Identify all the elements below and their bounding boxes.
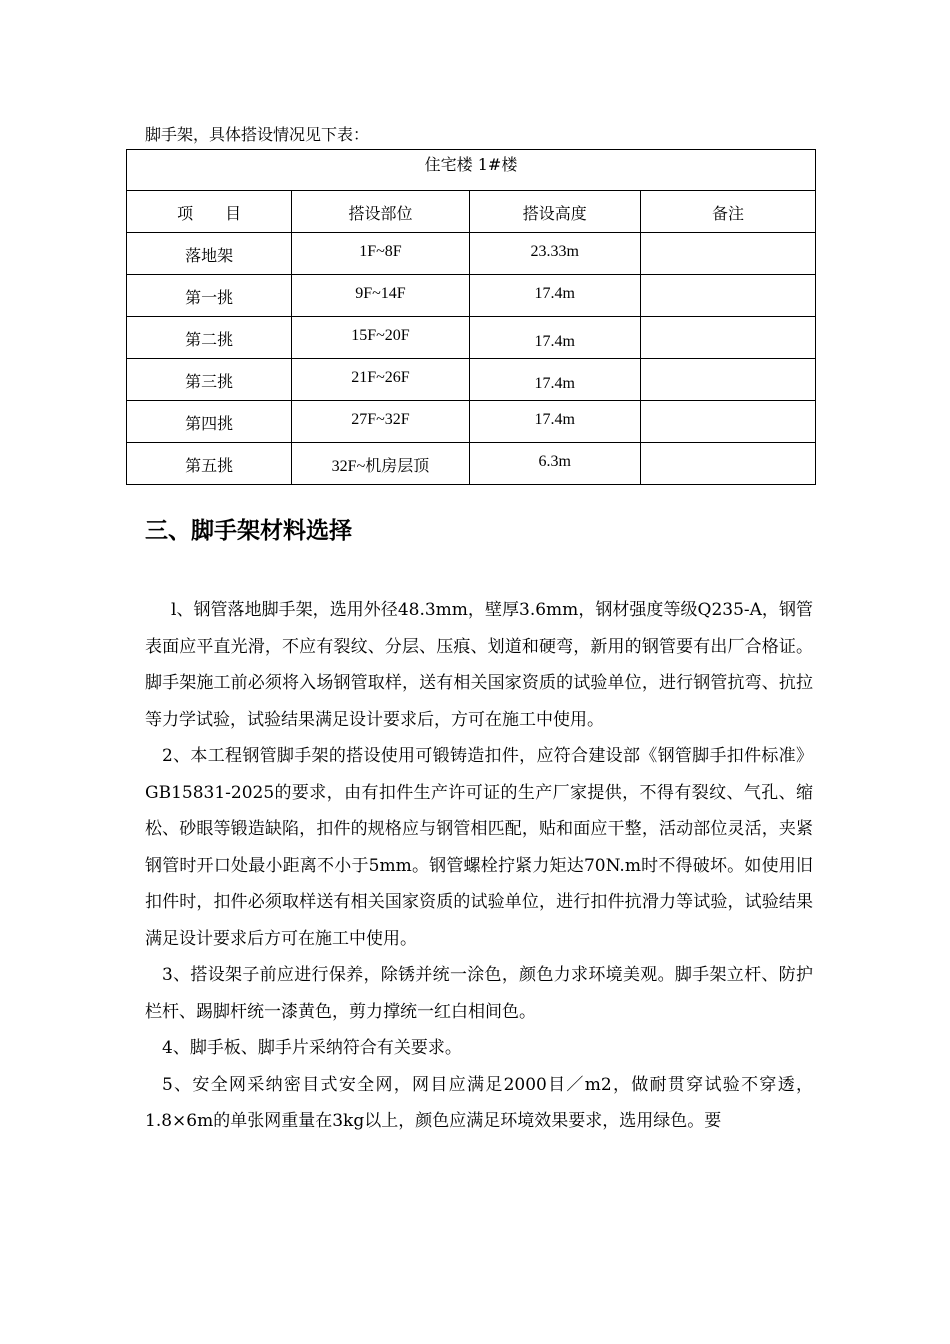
- header-height: 搭设高度: [522, 204, 587, 223]
- intro-text: 脚手架，具体搭设情况见下表：: [145, 125, 370, 144]
- row-height: [469, 401, 640, 443]
- cell-text: 1F~8F: [359, 243, 402, 260]
- cell-text: 第二挑: [185, 330, 234, 349]
- cell-text: [641, 401, 815, 411]
- cell-text: 第四挑: [185, 414, 234, 433]
- row-height: [469, 233, 640, 275]
- cell-text: 落地架: [185, 246, 234, 265]
- row-item: [127, 359, 292, 401]
- paragraph-5: 5、安全网采纳密目式安全网，网目应满足2000目／m2，做耐贯穿试验不穿透，1.8×6m的单张网重量在3kg以上，颜色应满足环境效果要求，选用绿色。要: [145, 1074, 813, 1131]
- cell-text: 23.33m: [530, 243, 579, 260]
- row-remark: [640, 317, 815, 359]
- cell-text: [641, 233, 815, 243]
- table-row: [127, 443, 816, 485]
- row-remark: [640, 401, 815, 443]
- body-text: [145, 592, 813, 1140]
- scaffold-table: [126, 149, 816, 485]
- row-remark: [640, 233, 815, 275]
- row-item: [127, 443, 292, 485]
- row-height: [469, 443, 640, 485]
- row-item: [127, 233, 292, 275]
- cell-text: 第一挑: [185, 288, 234, 307]
- table-title-text: 住宅楼 1#楼: [424, 155, 518, 174]
- row-location: [292, 443, 469, 485]
- row-height: [469, 317, 640, 359]
- row-location: [292, 317, 469, 359]
- header-remark: 备注: [711, 204, 744, 223]
- cell-text: [641, 359, 815, 369]
- row-remark: [640, 443, 815, 485]
- cell-text: 17.4m: [534, 375, 575, 392]
- row-height: [469, 275, 640, 317]
- row-location: [292, 233, 469, 275]
- cell-text: 第三挑: [185, 372, 234, 391]
- cell-text: 17.4m: [534, 333, 575, 350]
- row-remark: [640, 359, 815, 401]
- table-row: [127, 233, 816, 275]
- cell-text: [641, 317, 815, 327]
- table-title-row: [127, 150, 816, 191]
- header-location: 搭设部位: [348, 204, 413, 223]
- table-header-row: [127, 191, 816, 233]
- cell-text: 17.4m: [534, 411, 575, 428]
- paragraph-3: 3、搭设架子前应进行保养，除锈并统一涂色，颜色力求环境美观。脚手架立杆、防护栏杆、踢脚杆统一漆黄色，剪力撑统一红白相间色。: [145, 965, 813, 1022]
- row-location: [292, 275, 469, 317]
- cell-text: 32F~机房层顶: [331, 458, 430, 475]
- table-row: [127, 359, 816, 401]
- row-item: [127, 401, 292, 443]
- paragraph-2: 2、本工程钢管脚手架的搭设使用可锻铸造扣件，应符合建设部《钢管脚手扣件标准》GB15831-2025的要求，由有扣件生产许可证的生产厂家提供，不得有裂纹、气孔、缩松、砂眼等锻造缺陷，扣件的规格应与钢管相匹配，贴和面应干整，活动部位灵活，夹紧钢管时开口处最小距离不小于5mm。钢管螺栓拧紧力矩达70N.m时不得破坏。如使用旧扣件时，扣件必须取样送有相关国家资质的试验单位，进行扣件抗滑力等试验，试验结果满足设计要求后方可在施工中使用。: [145, 746, 813, 949]
- cell-text: 9F~14F: [355, 285, 406, 302]
- table-row: [127, 275, 816, 317]
- cell-text: [641, 275, 815, 285]
- row-location: [292, 401, 469, 443]
- row-remark: [640, 275, 815, 317]
- row-location: [292, 359, 469, 401]
- cell-text: 17.4m: [534, 285, 575, 302]
- table-row: [127, 317, 816, 359]
- row-item: [127, 317, 292, 359]
- header-item: 项 目: [177, 204, 242, 223]
- cell-text: 21F~26F: [351, 369, 410, 386]
- header-cell: [127, 191, 292, 233]
- section-heading: 三、脚手架材料选择: [145, 518, 352, 544]
- header-cell: [292, 191, 469, 233]
- header-cell: [640, 191, 815, 233]
- row-item: [127, 275, 292, 317]
- table-row: [127, 401, 816, 443]
- header-cell: [469, 191, 640, 233]
- cell-text: 15F~20F: [351, 327, 410, 344]
- cell-text: 27F~32F: [351, 411, 410, 428]
- cell-text: [641, 443, 815, 453]
- cell-text: 6.3m: [538, 453, 571, 470]
- table-title: [127, 150, 816, 191]
- paragraph-1: l、钢管落地脚手架，选用外径48.3mm，壁厚3.6mm，钢材强度等级Q235-A，钢管表面应平直光滑，不应有裂纹、分层、压痕、划道和硬弯，新用的钢管要有出厂合格证。脚手架施工前必须将入场钢管取样，送有相关国家资质的试验单位，进行钢管抗弯、抗拉等力学试验，试验结果满足设计要求后，方可在施工中使用。: [145, 600, 813, 730]
- cell-text: 第五挑: [185, 456, 234, 475]
- row-height: [469, 359, 640, 401]
- paragraph-4: 4、脚手板、脚手片采纳符合有关要求。: [162, 1038, 462, 1058]
